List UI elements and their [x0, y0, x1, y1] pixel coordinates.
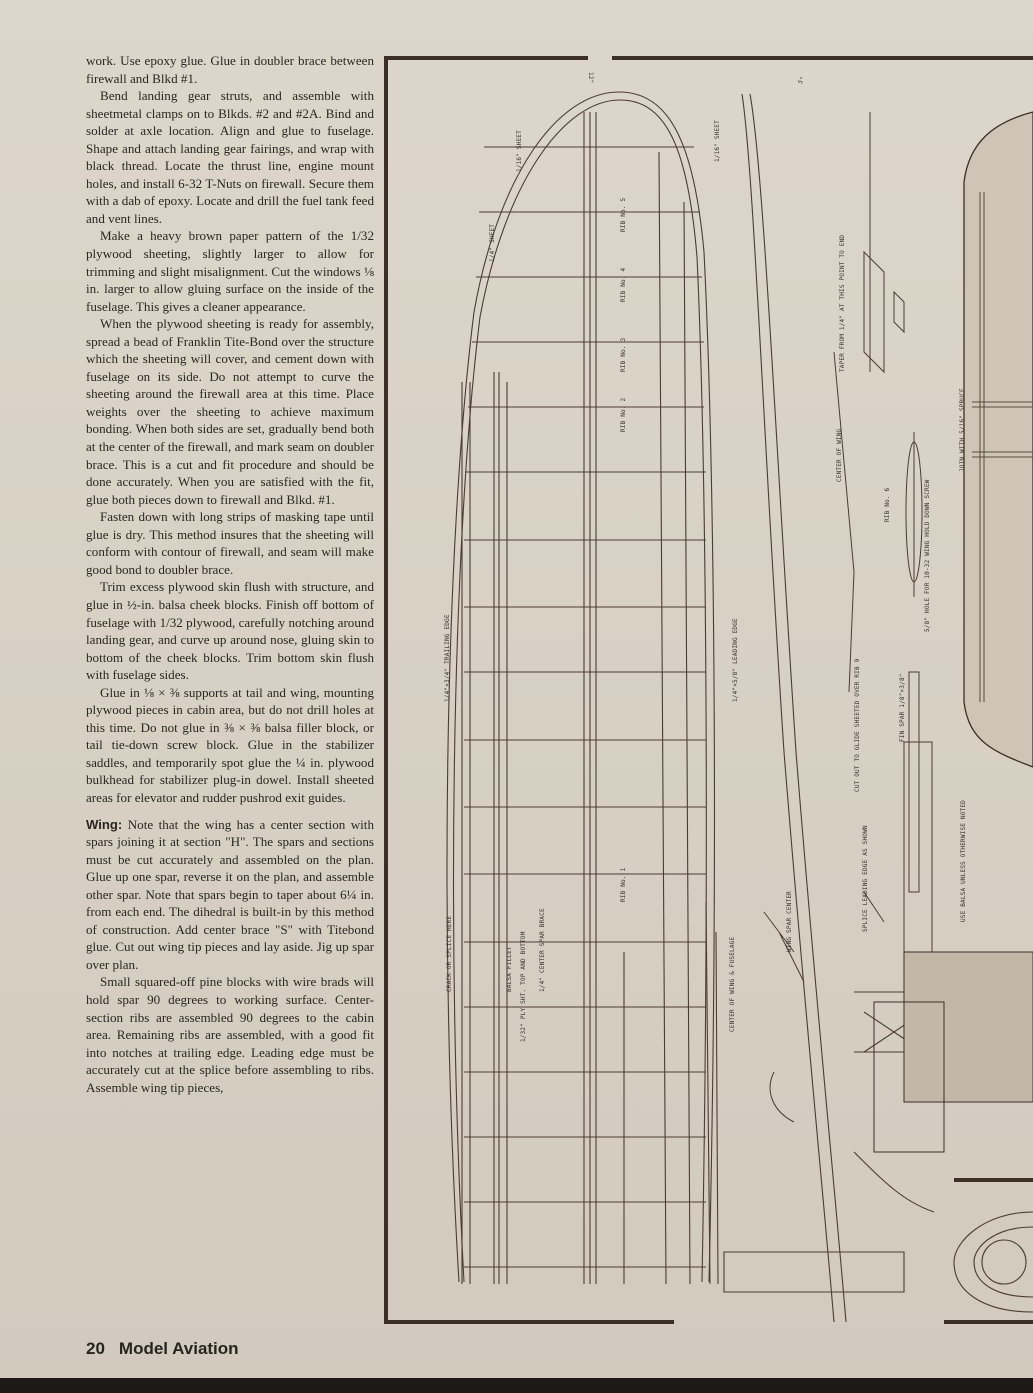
wing-heading: Wing:	[86, 816, 123, 832]
paragraph: Fasten down with long strips of masking tape until glue is dry. This method insures that the sheeting will conform with contour of firewall, and seam will make good bond to doubler brace.	[86, 509, 374, 577]
plan-label: 1/4"×3/4" TRAILING EDGE	[444, 614, 451, 702]
publication-name: Model Aviation	[118, 1339, 239, 1358]
paragraph: Glue in ⅛ × ⅜ supports at tail and wing, mounting plywood pieces in cabin area, but do not drill holes at this time. Do not glue in ⅜ × ⅜ balsa filler block, or tail tie-down screw block. Glue in the stabilizer saddles, and temporarily spot glue the ¼ in. plywood bulkhead for stabilizer plug-in dowel. Install sheeted areas for elevator and rudder pushrod exit guides.	[86, 684, 374, 805]
article-text-column	[86, 52, 374, 1096]
paragraph: work. Use epoxy glue. Glue in doubler brace between firewall and Blkd #1.	[86, 53, 374, 86]
plan-label: CRACK OR SPLICE HERE	[446, 915, 453, 992]
rib-label: RIB No. 4	[620, 267, 627, 302]
dimension-label: 12"	[587, 72, 594, 84]
plan-label: CENTER OF WING & FUSELAGE	[729, 936, 736, 1032]
plan-label: FIN SPAR 1/8"×3/8"	[899, 673, 906, 742]
plan-label: BALSA FILLET	[506, 946, 513, 992]
rib-label: RIB No. 5	[620, 197, 627, 232]
paragraph: Make a heavy brown paper pattern of the 1/32 plywood sheeting, slightly larger to allow for trimming and slight misalignment. Cut the windows ⅛ in. larger to allow gluing surface on the inside of the fuselage. This gives a cleaner appearance.	[86, 228, 374, 314]
plan-label: 1/4" SHEET	[489, 223, 496, 262]
plan-label: CUT OUT TO GLIDE SHEETED OVER RIB 9	[854, 658, 861, 792]
wing-outline	[447, 92, 718, 1284]
ribs	[464, 147, 706, 1267]
detail-bottom-right	[954, 1212, 1033, 1312]
plan-label: CENTER OF WING	[836, 428, 843, 482]
folio	[86, 1339, 239, 1359]
rib-label: RIB No. 6	[884, 487, 891, 522]
dimension-label: 5"	[797, 75, 807, 86]
plan-label: 5/8" HOLE FOR 10-32 WING HOLD DOWN SCREW	[924, 479, 931, 632]
plan-label: 1/16" SHEET	[516, 130, 523, 172]
wing-plan-drawing	[384, 52, 1033, 1332]
plan-label: 1/4" CENTER SPAR BRACE	[539, 908, 546, 992]
plan-label: WING SPAR CENTER	[786, 891, 793, 952]
wing-section-paragraph	[86, 816, 374, 974]
paragraph: Small squared-off pine blocks with wire brads will hold spar 90 degrees to working surface. Center-section ribs are assembled 90 degrees to the cabin area. Remaining ribs are assembled, with a good fit into notches at trailing edge. Leading edge must be accurately cut at the splice before assembling to ribs. Assemble wing tip pieces,	[86, 974, 374, 1095]
plan-label: 1/16" SHEET	[714, 120, 721, 162]
page-bottom-edge	[0, 1378, 1033, 1393]
paragraph: Bend landing gear struts, and assemble with sheetmetal clamps on to Blkds. #2 and #2A. Bind and solder at axle location. Align and glue to fuselage. Shape and attach landing gear fairings, and wrap with black thread. Locate the thrust line, engine mount holes, and install 6-32 T-Nuts on firewall. Secure them with a dab of epoxy. Locate and drill the fuel tank feed and vent lines.	[86, 88, 374, 226]
rib-label: RIB No. 3	[620, 337, 627, 372]
rib-label: RIB No. 2	[620, 397, 627, 432]
plan-label: 1/4"×5/8" LEADING EDGE	[732, 618, 739, 702]
paragraph: Note that the wing has a center section with spars joining it at section "H". The spars and sections must be cut accurately and assembled on the plan. Glue up one spar, reverse it on the plan, and assemble other spar. Note that spars begin to taper about 6¼ in. from each end. The dihedral is built-in by this method of construction. Add center brace "S" with Titebond glue. Cut out wing tip pieces and lay aside. Jig up spar over plan.	[86, 816, 374, 972]
plan-label: 1/32" PLY SHT. TOP AND BOTTOM	[520, 931, 527, 1042]
paragraph: When the plywood sheeting is ready for assembly, spread a bead of Franklin Tite-Bond over the structure which the sheeting will cover, and cement down with fuselage on its side. Do not attempt to curve the sheeting around the firewall area at this time. Place weights over the sheeting to achieve maximum bonding. When both sides are set, gradually bend both at the center of the firewall, and mark seam on doubler brace. This is a cut and fit procedure and should be done accurately. When you are satisfied with the fit, glue both pieces down to firewall and Blkd. #1.	[86, 316, 374, 507]
rib-label: RIB No. 1	[620, 867, 627, 902]
paragraph: Trim excess plywood skin flush with structure, and glue in ½-in. balsa cheek blocks. Finish off bottom of fuselage with 1/32 plywood, carefully notching around landing gear, and curve up around nose, gluing skin to bottom of the cheek blocks. Trim bottom skin flush with fuselage sides.	[86, 579, 374, 683]
leading-edge-strip	[724, 94, 944, 1322]
plan-label: SPLICE LEADING EDGE AS SHOWN	[862, 825, 869, 932]
plan-label: JOIN WITH 5/16" SPRUCE	[959, 388, 966, 472]
plan-label: USE BALSA UNLESS OTHERWISE NOTED	[960, 800, 967, 922]
plan-label: TAPER FROM 1/4" AT THIS POINT TO END	[839, 234, 846, 372]
plan-svg	[384, 52, 1033, 1332]
page-number: 20	[86, 1339, 105, 1358]
fuselage-outline	[964, 112, 1033, 767]
